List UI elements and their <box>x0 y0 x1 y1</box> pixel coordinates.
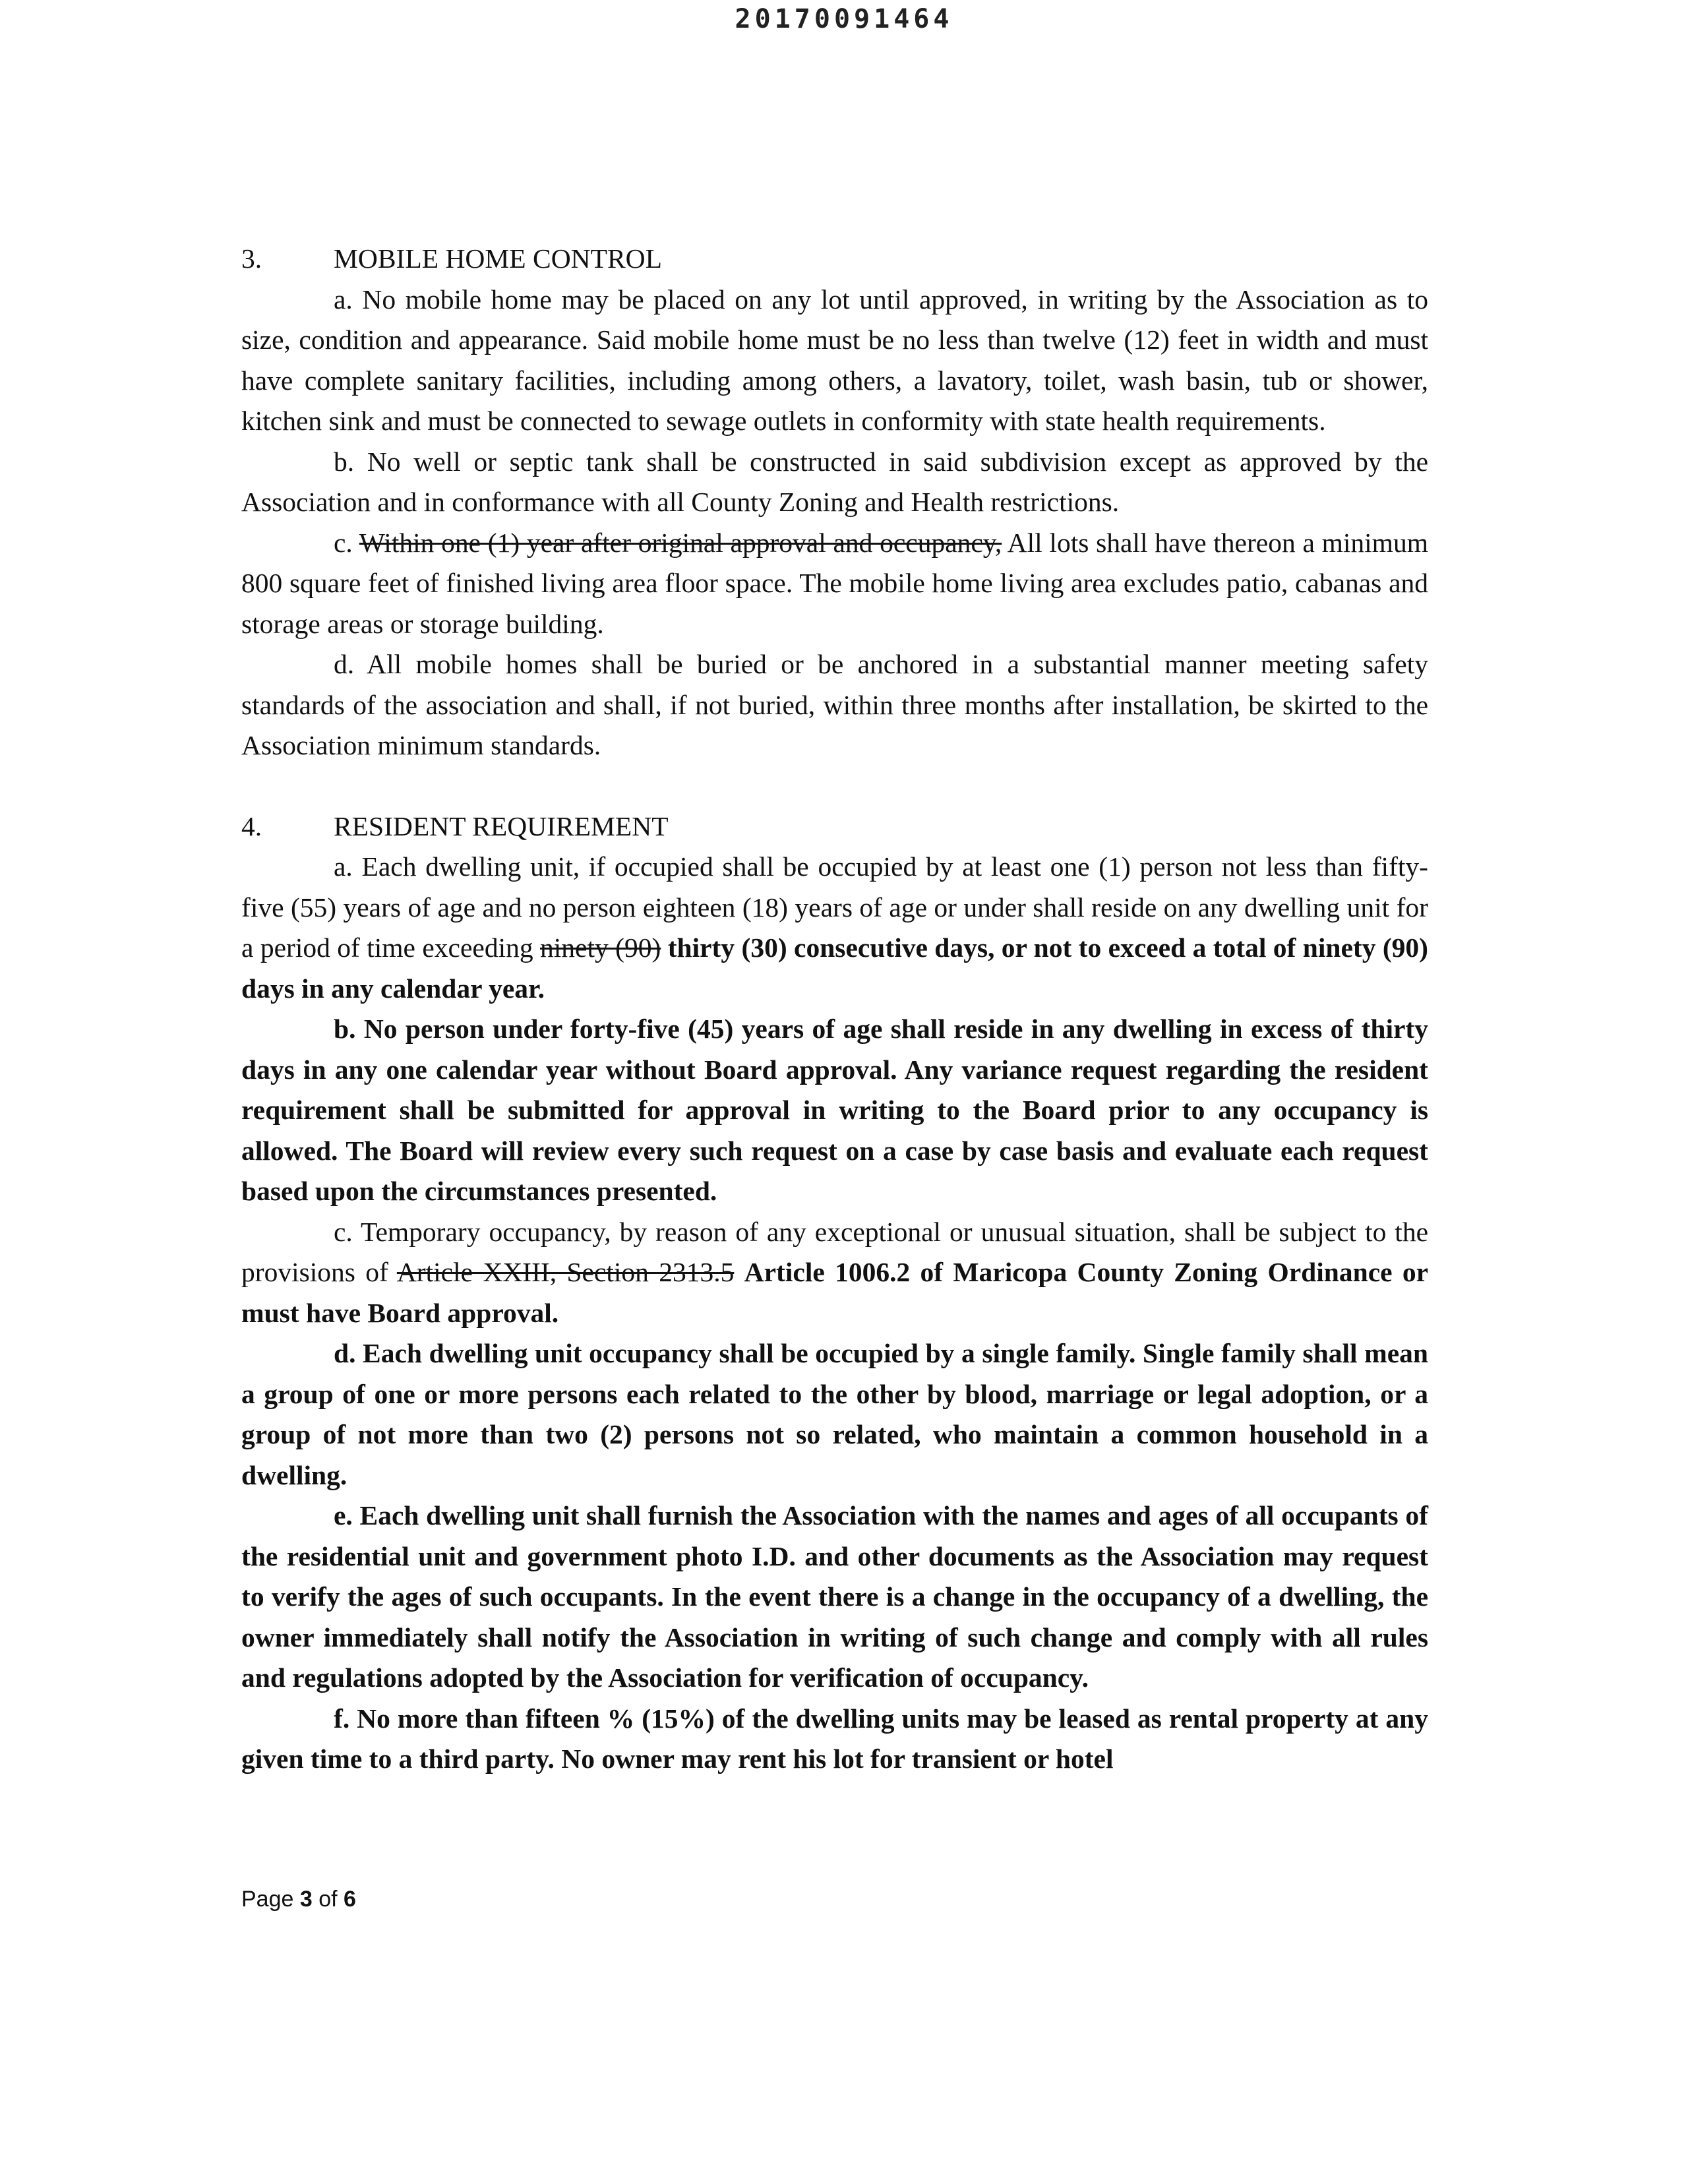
section-4-title: RESIDENT REQUIREMENT <box>334 810 669 841</box>
section-4-a-amended-text: thirty (30) consecutive days, or not to exceed a total of ninety (90) days in any calendar year. <box>241 932 1428 1004</box>
section-4-paragraph-b: b. No person under forty-five (45) years of age shall reside in any dwelling in excess of thirty days in any one calendar year without Board approval. Any variance request regarding the resident requirement shall be submitted for approval in writing to the Board prior to any occupancy is allowed. The Board will review every such request on a case by case basis and evaluate each request based upon the circumstances presented. <box>241 1014 1428 1206</box>
section-3-heading <box>241 239 1428 280</box>
section-4-paragraph-e: e. Each dwelling unit shall furnish the Association with the names and ages of all occupants of the residential unit and government photo I.D. and other documents as the Association may request to verify the ages of such occupants. In the event there is a change in the occupancy of a dwelling, the owner immediately shall notify the Association in writing of such change and comply with all rules and regulations adopted by the Association for verification of occupancy. <box>241 1500 1428 1693</box>
section-4-c-struck-text: Article XXIII, Section 2313.5 <box>396 1257 735 1287</box>
section-4-c-text: c. Temporary occupancy, by reason of any exceptional or unusual situation, shall be subject to the provisions of <box>241 1216 1428 1287</box>
section-3-c-struck-text: Within one (1) year after original approval and occupancy, <box>359 527 1002 558</box>
section-4-number: 4. <box>241 810 262 841</box>
section-3-paragraph-b: b. No well or septic tank shall be constructed in said subdivision except as approved by the Association and in conformance with all County Zoning and Health restrictions. <box>241 446 1428 517</box>
section-4-c-amended-text: Article 1006.2 of Maricopa County Zoning Ordinance or must have Board approval. <box>241 1257 1429 1328</box>
section-3-c-text: All lots shall have thereon a minimum 800 square feet of finished living area floor space. The mobile home living area excludes patio, cabanas and storage areas or storage building. <box>241 527 1428 639</box>
section-4-paragraph-f: f. No more than fifteen % (15%) of the dwelling units may be leased as rental property at any given time to a third party. No owner may rent his lot for transient or hotel <box>241 1703 1428 1774</box>
section-3-title: MOBILE HOME CONTROL <box>334 243 662 274</box>
document-number: 20170091464 <box>735 4 953 34</box>
section-4-paragraph-d: d. Each dwelling unit occupancy shall be occupied by a single family. Single family shall mean a group of one or more persons each related to the other by blood, marriage or legal adoption, or a group of not more than two (2) persons not so related, who maintain a common household in a dwelling. <box>241 1338 1428 1490</box>
section-3-paragraph-d: d. All mobile homes shall be buried or be anchored in a substantial manner meeting safety standards of the association and shall, if not buried, within three months after installation, be skirted to the Association minimum standards. <box>241 649 1428 760</box>
section-3-c-label: c. <box>334 527 353 558</box>
section-4-paragraph-a <box>241 847 1428 1009</box>
section-3-paragraph-c <box>241 523 1428 645</box>
page-number: 3 <box>299 1887 313 1912</box>
page-label: Page <box>241 1887 294 1912</box>
page-of-label: of <box>318 1887 338 1912</box>
section-divider-space <box>241 766 1428 806</box>
section-4-a-text: a. Each dwelling unit, if occupied shall be occupied by at least one (1) person not less than fifty-five (55) years of age and no person eighteen (18) years of age or under shall reside on any dwelling unit for a period of time exceeding <box>241 851 1428 963</box>
section-4-a-struck-text: ninety (90) <box>540 932 661 963</box>
section-4-paragraph-c <box>241 1212 1428 1334</box>
section-4-heading <box>241 806 1428 847</box>
page-footer <box>241 1885 356 1914</box>
document-body <box>241 239 1428 1780</box>
section-3-number: 3. <box>241 243 262 274</box>
page-total: 6 <box>344 1887 356 1912</box>
section-3-paragraph-a: a. No mobile home may be placed on any lot until approved, in writing by the Association as to size, condition and appearance. Said mobile home must be no less than twelve (12) feet in width and must have complete sanitary facilities, including among others, a lavatory, toilet, wash basin, tub or shower, kitchen sink and must be connected to sewage outlets in conformity with state health requirements. <box>241 284 1428 436</box>
